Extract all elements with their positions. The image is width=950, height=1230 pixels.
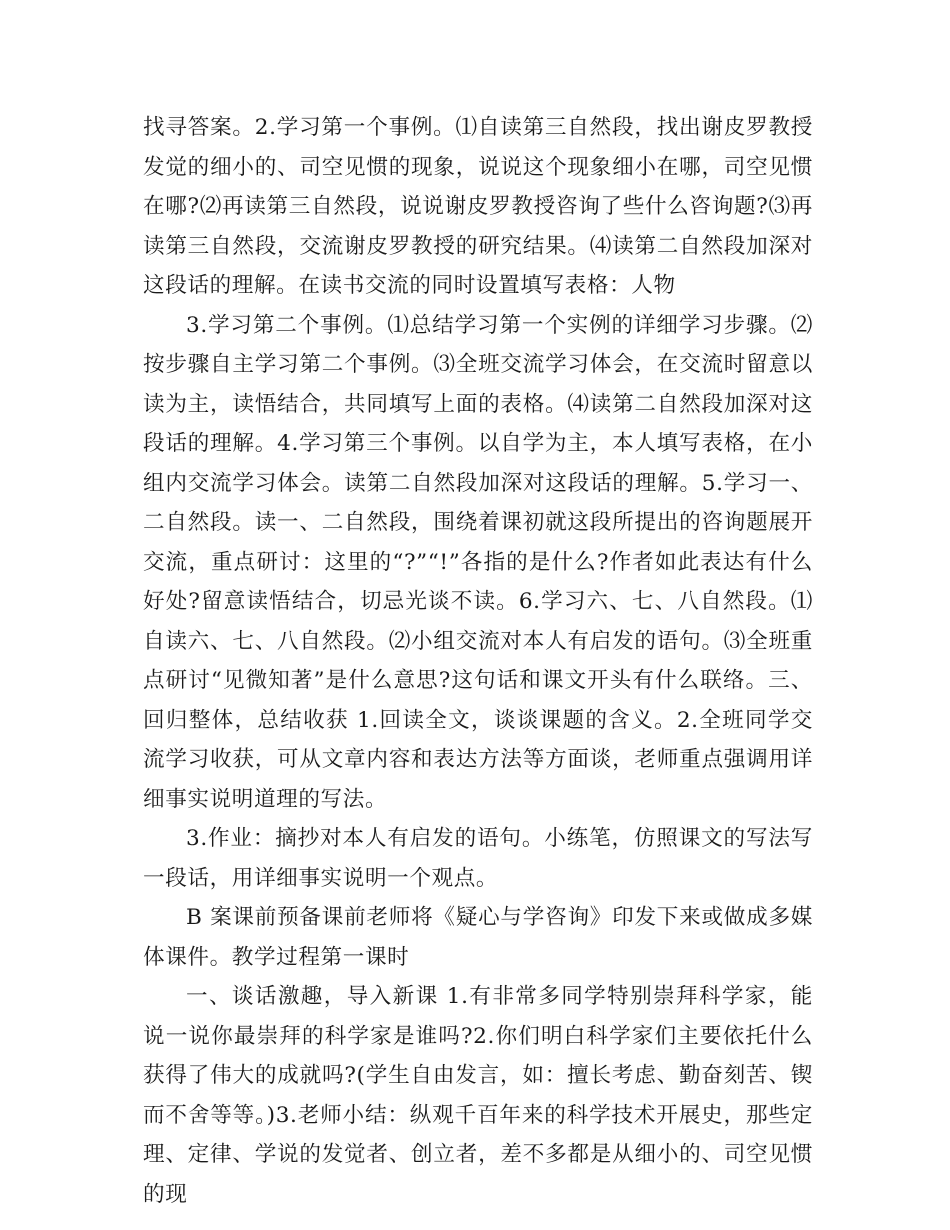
document-body xyxy=(143,108,813,1214)
paragraph-4: B 案课前预备课前老师将《疑心与学咨询》印发下来或做成多媒体课件。教学过程第一课时 xyxy=(143,905,813,970)
paragraph-2: 3.学习第二个事例。⑴总结学习第一个实例的详细学习步骤。⑵按步骤自主学习第二个事例。⑶全班交流学习体会，在交流时留意以读为主，读悟结合，共同填写上面的表格。⑷读第二自然段加深对这段话的理解。4.学习第三个事例。以自学为主，本人填写表格，在小组内交流学习体会。读第二自然段加深对这段话的理解。5.学习一、二自然段。读一、二自然段，围绕着课初就这段所提出的咨询题展开交流，重点研讨：这里的“?”“!”各指的是什么?作者如此表达有什么好处?留意读悟结合，切忌光谈不读。6.学习六、七、八自然段。⑴自读六、七、八自然段。⑵小组交流对本人有启发的语句。⑶全班重点研讨“见微知著”是什么意思?这句话和课文开头有什么联络。三、回归整体，总结收获 1.回读全文，谈谈课题的含义。2.全班同学交流学习收获，可从文章内容和表达方法等方面谈，老师重点强调用详细事实说明道理的写法。 xyxy=(143,312,813,812)
paragraph-1: 找寻答案。2.学习第一个事例。⑴自读第三自然段，找出谢皮罗教授发觉的细小的、司空见惯的现象，说说这个现象细小在哪，司空见惯在哪?⑵再读第三自然段，说说谢皮罗教授咨询了些什么咨询题?⑶再读第三自然段，交流谢皮罗教授的研究结果。⑷读第二自然段加深对这段话的理解。在读书交流的同时设置填写表格：人物 xyxy=(143,115,813,298)
paragraph-5: 一、谈话激趣，导入新课 1.有非常多同学特别崇拜科学家，能说一说你最崇拜的科学家是谁吗?2.你们明白科学家们主要依托什么获得了伟大的成就吗?(学生自由发言，如：擅长考虑、勤奋刻苦、锲而不舍等等。)3.老师小结：纵观千百年来的科学技术开展史，那些定理、定律、学说的发觉者、创立者，差不多都是从细小的、司空见惯的现 xyxy=(143,984,813,1207)
paragraph-3: 3.作业：摘抄对本人有启发的语句。小练笔，仿照课文的写法写一段话，用详细事实说明一个观点。 xyxy=(143,826,813,891)
